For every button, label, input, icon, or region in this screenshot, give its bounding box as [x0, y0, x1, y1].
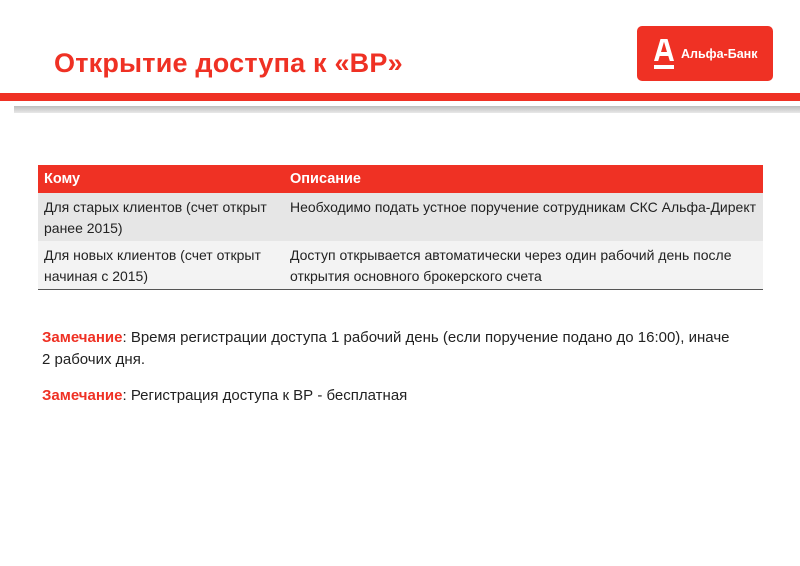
header-divider-shadow — [14, 106, 800, 113]
table-cell-who: Для старых клиентов (счет открыт ранее 2015) — [38, 193, 284, 241]
alfa-bank-logo-text: Альфа-Банк — [681, 46, 758, 61]
note-text: : Время регистрации доступа 1 рабочий день (если поручение подано до 16:00), иначе 2 рабочих дня. — [42, 329, 730, 368]
table-header-row — [38, 165, 763, 193]
note-label: Замечание — [42, 329, 123, 346]
note-text: : Регистрация доступа к ВР - бесплатная — [122, 387, 408, 404]
table-header-description: Описание — [284, 165, 763, 193]
alfa-bank-logo — [637, 26, 773, 81]
table-header-who: Кому — [38, 165, 284, 193]
table-row — [38, 241, 763, 290]
note-label: Замечание — [42, 387, 123, 404]
table-cell-description: Необходимо подать устное поручение сотрудникам СКС Альфа-Директ — [284, 193, 763, 241]
access-table — [38, 165, 763, 290]
note-registration-time — [42, 327, 732, 371]
page-title: Открытие доступа к «ВР» — [54, 48, 403, 78]
alfa-bank-logo-icon — [653, 37, 675, 71]
header-divider — [0, 93, 800, 101]
table-cell-description: Доступ открывается автоматически через один рабочий день после открытия основного брокерского счета — [284, 241, 763, 290]
note-registration-free — [42, 385, 732, 407]
table-cell-who: Для новых клиентов (счет открыт начиная с 2015) — [38, 241, 284, 290]
table-row — [38, 193, 763, 241]
